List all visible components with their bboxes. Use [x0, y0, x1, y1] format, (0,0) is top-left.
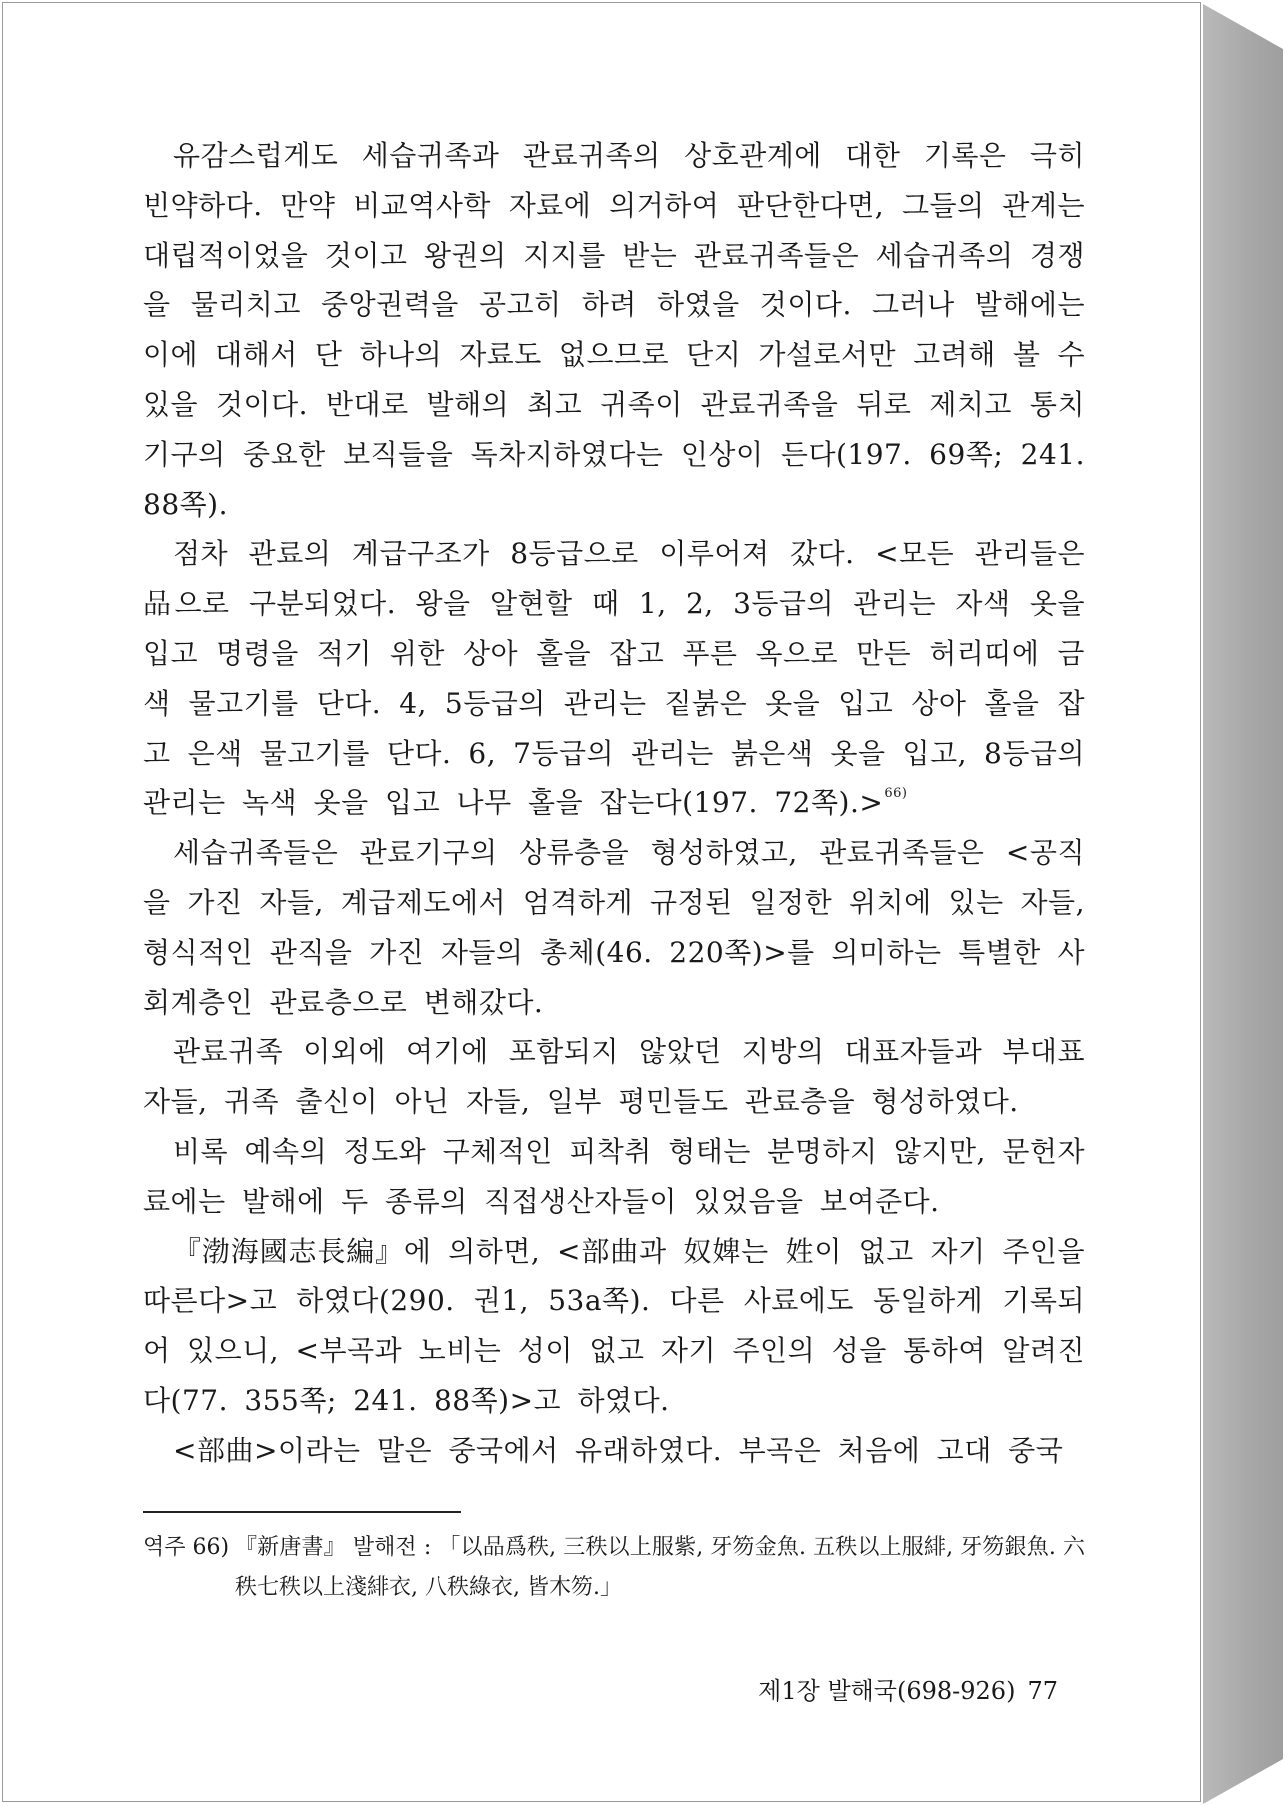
page-footer	[703, 1671, 1058, 1706]
footnote-label: 역주 66)	[143, 1535, 230, 1560]
paragraph-2	[143, 529, 1085, 828]
paragraph-1: 유감스럽게도 세습귀족과 관료귀족의 상호관계에 대한 기록은 극히 빈약하다. 만약 비교역사학 자료에 의거하여 판단한다면, 그들의 관계는 대립적이었을 것이고 왕권의 지지를 받는 관료귀족들은 세습귀족의 경쟁을 물리치고 중앙권력을 공고히 하려 하였을 것이다. 그러나 발해에는 이에 대해서 단 하나의 자료도 없으므로 단지 가설로서만 고려해 볼 수 있을 것이다. 반대로 발해의 최고 귀족이 관료귀족을 뒤로 제치고 통치기구의 중요한 보직들을 독차지하였다는 인상이 든다(197. 69쪽; 241. 88쪽).	[143, 139, 1085, 521]
paragraph-3: 세습귀족들은 관료기구의 상류층을 형성하였고, 관료귀족들은 <공직을 가진 자들, 계급제도에서 엄격하게 규정된 일정한 위치에 있는 자들, 형식적인 관직을 가진 자들의 총체(46. 220쪽)>를 의미하는 특별한 사회계층인 관료층으로 변해갔다.	[143, 836, 1085, 1019]
book-page-edge	[1203, 4, 1283, 1804]
paragraph-2-text: 점차 관료의 계급구조가 8등급으로 이루어져 갔다. <모든 관리들은 品으로 구분되었다. 왕을 알현할 때 1, 2, 3등급의 관리는 자색 옷을 입고 명령을 적기 위한 상아 홀을 잡고 푸른 옥으로 만든 허리띠에 금색 물고기를 단다. 4, 5등급의 관리는 짙붉은 옷을 입고 상아 홀을 잡고 은색 물고기를 단다. 6, 7등급의 관리는 붉은색 옷을 입고, 8등급의 관리는 녹색 옷을 입고 나무 홀을 잡는다(197. 72쪽).>	[143, 537, 1085, 820]
footnote	[143, 1528, 1085, 1608]
page-number: 77	[1027, 1677, 1058, 1705]
footnote-divider	[143, 1511, 461, 1513]
footnote-ref: 66)	[884, 786, 908, 802]
book-page	[2, 2, 1201, 1802]
footnote-text: 『新唐書』 발해전 : 「以品爲秩, 三秩以上服紫, 牙笏金魚. 五秩以上服緋, 牙笏銀魚. 六秩七秩以上淺緋衣, 八秩綠衣, 皆木笏.」	[235, 1535, 1085, 1600]
paragraph-6: 『渤海國志長編』에 의하면, <部曲과 奴婢는 姓이 없고 자기 주인을 따른다>고 하였다(290. 권1, 53a쪽). 다른 사료에도 동일하게 기록되어 있으니, <부곡과 노비는 성이 없고 자기 주인의 성을 통하여 알려진다(77. 355쪽; 241. 88쪽)>고 하였다.	[143, 1234, 1085, 1417]
paragraph-5: 비록 예속의 정도와 구체적인 피착취 형태는 분명하지 않지만, 문헌자료에는 발해에 두 종류의 직접생산자들이 있었음을 보여준다.	[143, 1134, 1085, 1218]
body-text	[143, 131, 1085, 1476]
running-footer-chapter: 제1장 발해국(698-926)	[758, 1677, 1016, 1705]
paragraph-7: <部曲>이라는 말은 중국에서 유래하였다. 부곡은 처음에 고대 중국	[173, 1433, 1064, 1467]
paragraph-4: 관료귀족 이외에 여기에 포함되지 않았던 지방의 대표자들과 부대표자들, 귀족 출신이 아닌 자들, 일부 평민들도 관료층을 형성하였다.	[143, 1035, 1085, 1119]
